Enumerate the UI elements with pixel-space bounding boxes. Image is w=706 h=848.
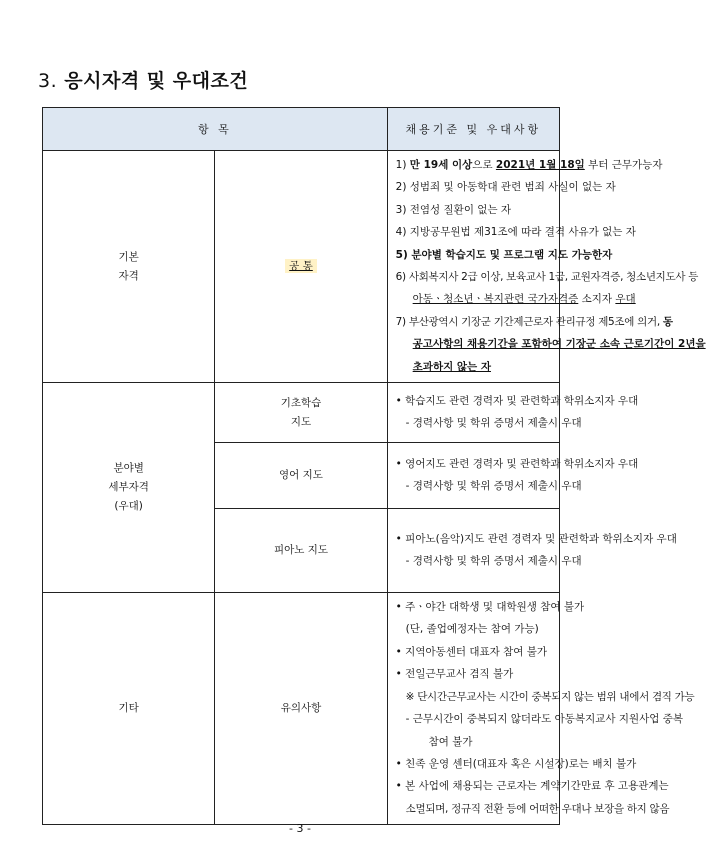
basic-criteria — [387, 151, 706, 383]
item6-preferred: 우대 — [615, 293, 636, 306]
criteria-item-6: 6) 사회복지사 2급 이상, 보육교사 1급, 교원자격증, 청소년지도사 등 — [395, 271, 699, 284]
basic-sub — [215, 151, 387, 383]
etc-category: 기타 — [43, 593, 215, 825]
common-label: 공 통 — [285, 259, 317, 273]
criteria-item-1 — [395, 154, 663, 176]
item1-date: 2021년 1월 18일 — [495, 159, 585, 171]
etc-line-1: • 주ㆍ야간 대학생 및 대학원생 참여 불가 — [395, 601, 585, 614]
section-number: 3. — [38, 70, 58, 92]
field-category-line2: 세부자격 — [108, 481, 149, 494]
criteria-item-5: 5) 분야별 학습지도 및 프로그램 지도 가능한자 — [395, 248, 613, 261]
section-title — [38, 66, 248, 93]
basic-qualification-row — [43, 151, 560, 383]
etc-sub: 유의사항 — [215, 593, 387, 825]
item1-prefix: 1) — [395, 159, 410, 171]
item1-suffix: 부터 근무가능자 — [584, 159, 663, 171]
field-criteria-3 — [387, 509, 677, 593]
page-number: - 3 - — [289, 822, 311, 835]
etc-line-8: • 친족 운영 센터(대표자 혹은 시설장)로는 배치 불가 — [395, 757, 637, 770]
item1-age: 만 19세 이상 — [409, 159, 473, 171]
field-3-line2: - 경력사항 및 학위 증명서 제출시 우대 — [405, 555, 582, 568]
basic-category — [43, 151, 215, 383]
qualification-table — [42, 107, 706, 825]
field-sub-3-line1: 피아노 지도 — [273, 544, 329, 557]
section-heading: 응시자격 및 우대조건 — [64, 70, 249, 92]
field-criteria-2 — [387, 443, 639, 509]
header-item: 항 목 — [43, 108, 388, 151]
criteria-item-2: 2) 성범죄 및 아동학대 관련 범죄 사실이 없는 자 — [395, 181, 616, 194]
field-category — [43, 383, 215, 593]
field-sub-2-line1: 영어 지도 — [279, 469, 323, 482]
field-3-line1: • 피아노(음악)지도 관련 경력자 및 관련학과 학위소지자 우대 — [395, 532, 677, 545]
etc-line-7: 참여 불가 — [428, 735, 473, 748]
table-header-row — [43, 108, 560, 151]
etc-row — [43, 593, 560, 825]
criteria-item-7-cont1: 공고사항의 채용기간을 포함하여 기장군 소속 근로기간이 2년을 — [412, 338, 706, 351]
field-sub-1-line1: 기초학습 — [280, 396, 322, 409]
item1-mid: 으로 — [472, 159, 496, 171]
criteria-item-7-cont2: 초과하지 않는 자 — [412, 360, 491, 373]
field-category-line1: 분야별 — [113, 462, 144, 475]
field-sub-english — [215, 443, 387, 509]
etc-line-4: • 전일근무교사 겸직 불가 — [395, 668, 514, 681]
etc-line-10: 소멸되며, 정규직 전환 등에 어떠한 우대나 보장을 하지 않음 — [405, 802, 670, 815]
criteria-item-6-cont — [396, 288, 636, 310]
etc-line-2: (단, 졸업예정자는 참여 가능) — [405, 623, 539, 636]
etc-line-6: - 근무시간이 중복되지 않더라도 아동복지교사 지원사업 중복 — [405, 713, 684, 726]
field-sub-basic-learning — [215, 383, 387, 443]
item6-certs: 아동ㆍ청소년ㆍ복지관련 국가자격증 — [412, 293, 579, 306]
field-2-line1: • 영어지도 관련 경력자 및 관련학과 학위소지자 우대 — [395, 457, 639, 470]
field-1-line1: • 학습지도 관련 경력자 및 관련학과 학위소지자 우대 — [395, 394, 639, 407]
header-criteria: 채용기준 및 우대사항 — [387, 108, 559, 151]
basic-category-line2: 자격 — [118, 269, 139, 282]
criteria-item-3: 3) 전염성 질환이 없는 자 — [395, 203, 512, 216]
field-criteria-1 — [387, 383, 639, 443]
criteria-item-4: 4) 지방공무원법 제31조에 따라 결격 사유가 없는 자 — [395, 226, 636, 239]
etc-line-9: • 본 사업에 채용되는 근로자는 계약기간만료 후 고용관계는 — [395, 780, 669, 793]
item7-prefix: 7) 부산광역시 기장군 기간제근로자 관리규정 제5조에 의거, — [395, 315, 663, 328]
etc-line-3: • 지역아동센터 대표자 참여 불가 — [395, 645, 548, 658]
criteria-item-7 — [395, 311, 673, 333]
etc-criteria — [387, 593, 695, 825]
item6-mid: 소지자 — [578, 293, 616, 306]
item7-bold: 동 — [662, 315, 673, 328]
field-2-line2: - 경력사항 및 학위 증명서 제출시 우대 — [405, 480, 582, 493]
field-category-line3: (우대) — [114, 500, 143, 513]
field-sub-piano — [215, 509, 387, 593]
etc-line-5: ※ 단시간근무교사는 시간이 중복되지 않는 범위 내에서 겸직 가능 — [405, 690, 695, 703]
field-1-line2: - 경력사항 및 학위 증명서 제출시 우대 — [405, 417, 582, 430]
field-row-1 — [43, 383, 560, 443]
basic-category-line1: 기본 — [118, 250, 139, 263]
field-sub-1-line2: 지도 — [290, 415, 312, 428]
